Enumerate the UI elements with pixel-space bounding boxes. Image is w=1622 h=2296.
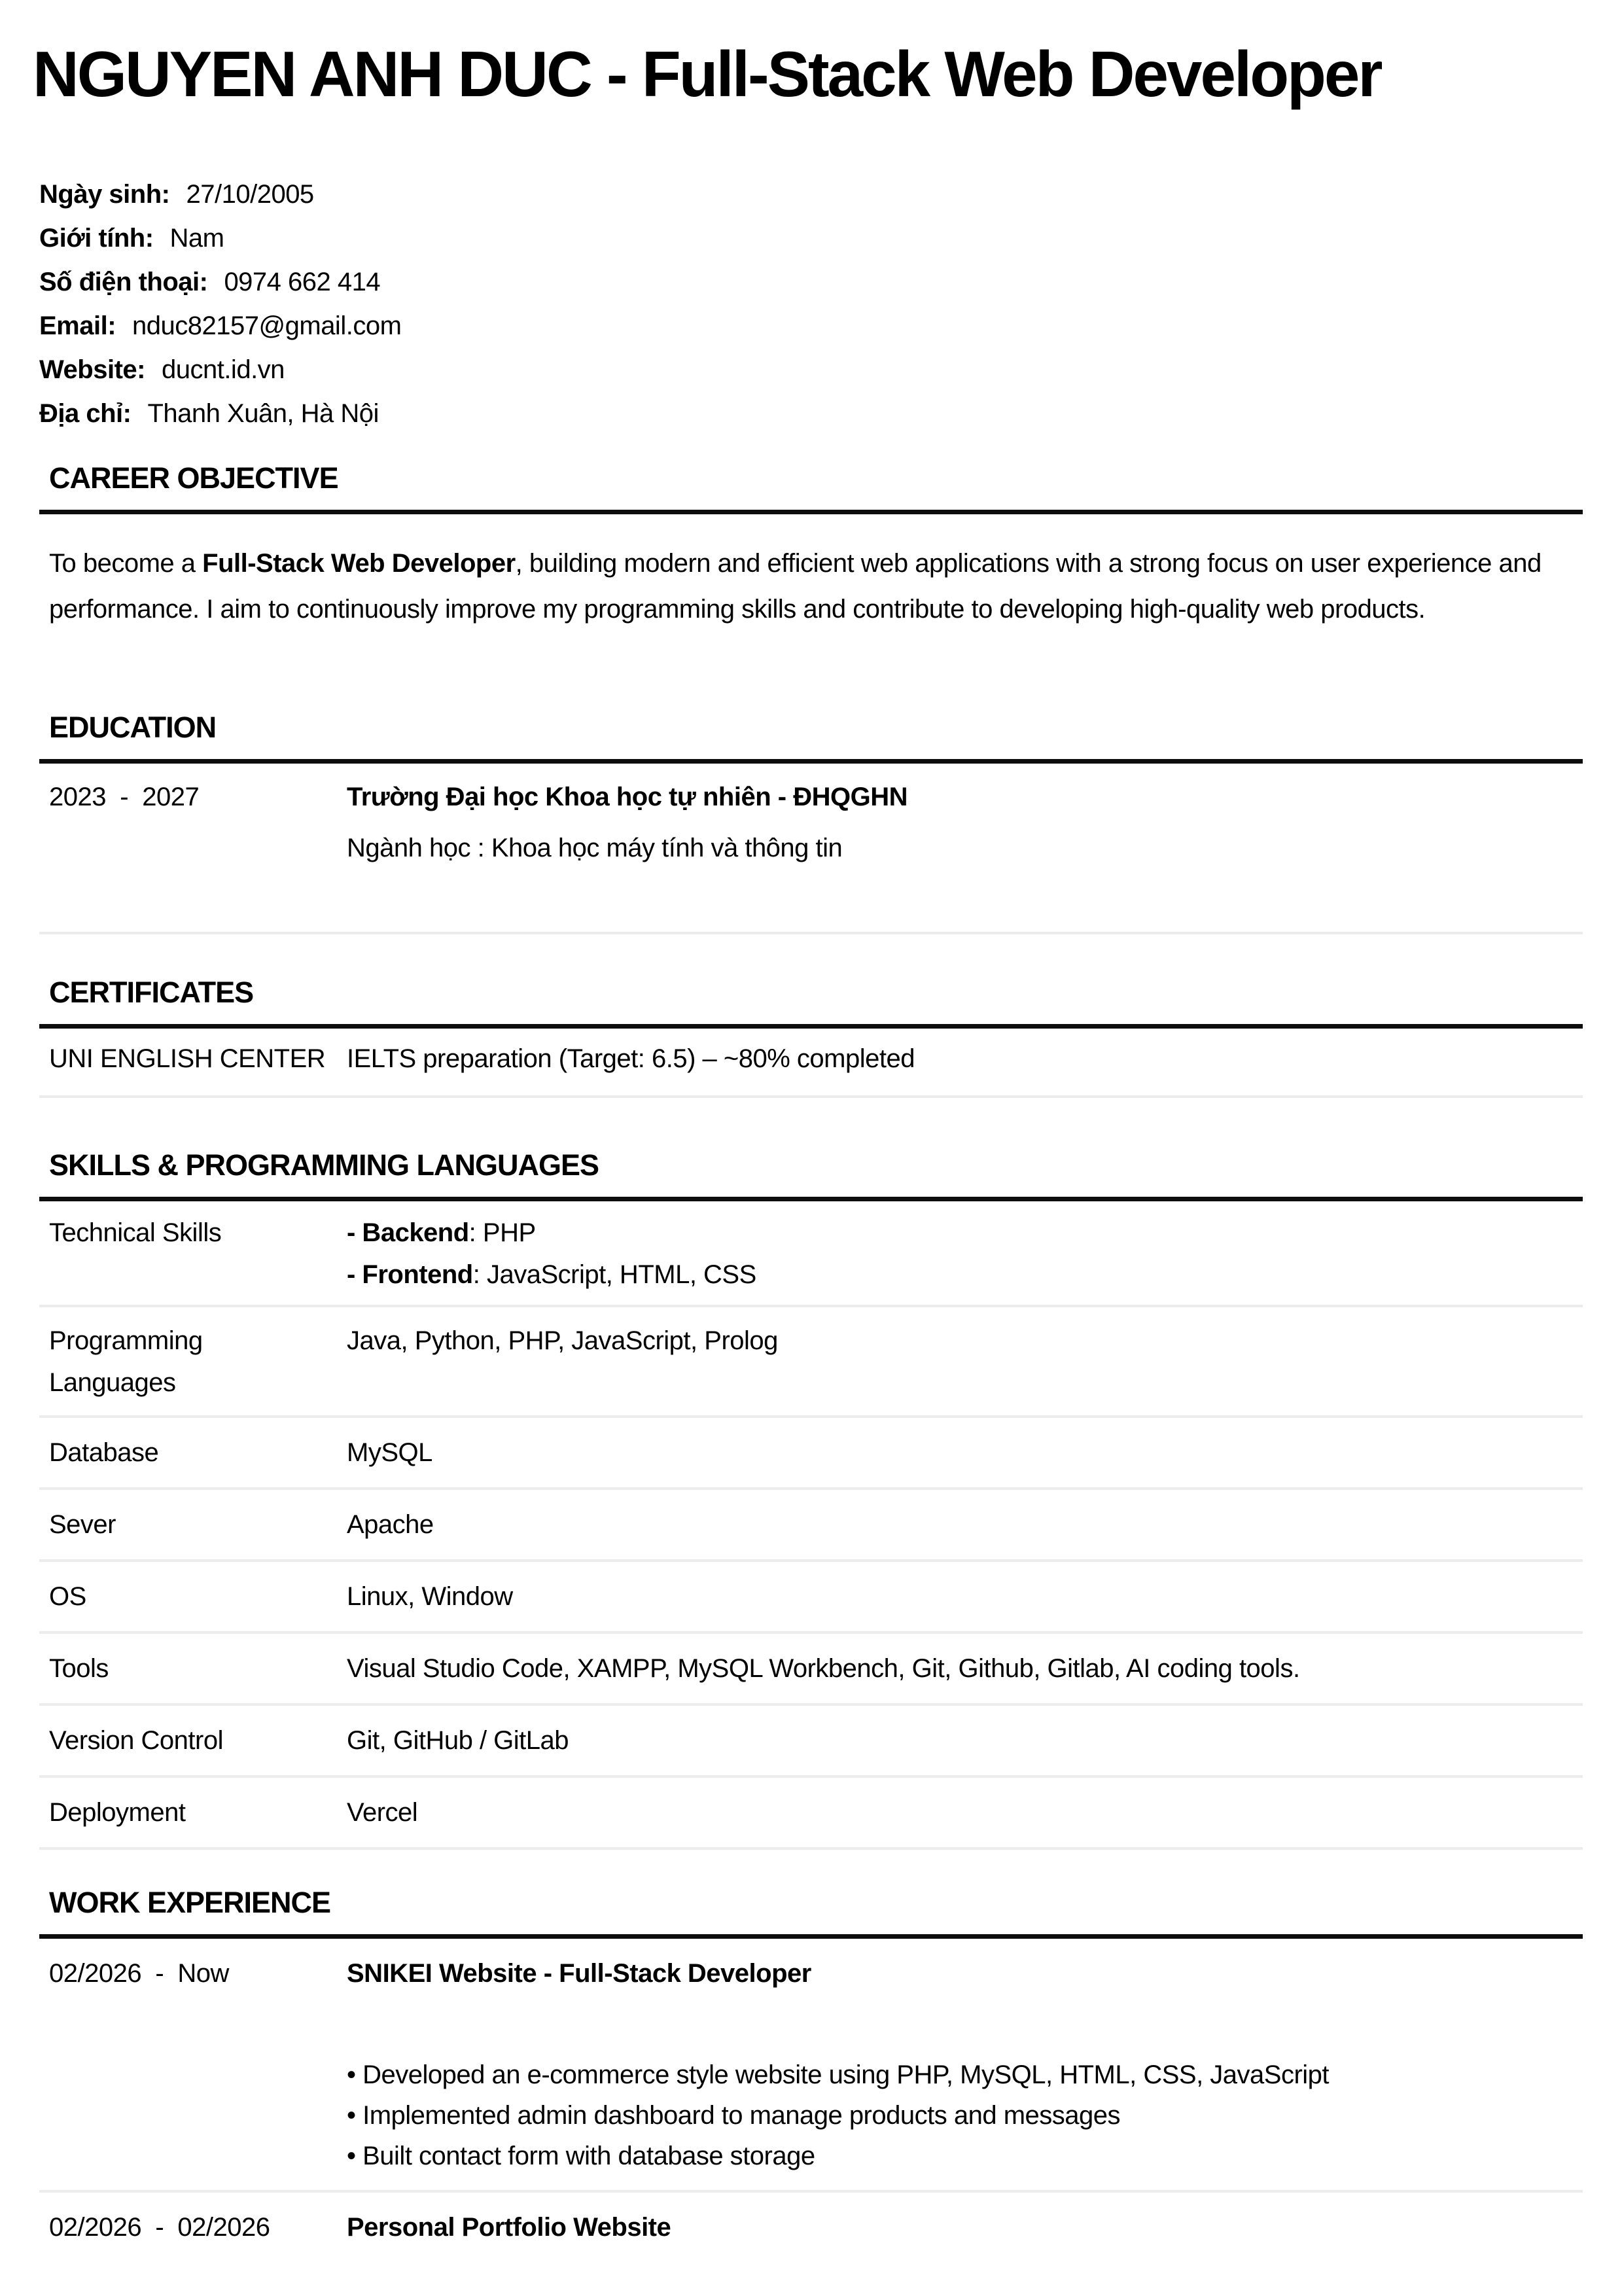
work-period: 02/2026 - Now — [49, 1958, 229, 1988]
education-major: Ngành học : Khoa học máy tính và thông tin — [347, 833, 843, 862]
section-skills — [39, 1148, 1583, 1850]
skill-value: Vercel — [347, 1797, 418, 1827]
section-certificates — [39, 976, 1583, 1098]
skill-value-text: : PHP — [468, 1218, 536, 1247]
skill-value: MySQL — [347, 1438, 432, 1467]
info-label: Email: — [39, 311, 116, 340]
section-rule — [39, 1934, 1583, 1939]
section-heading: EDUCATION — [49, 710, 217, 744]
skill-value: Apache — [347, 1510, 434, 1539]
work-bullet: • Built contact form with database storage — [347, 2141, 815, 2170]
info-row-birthdate — [39, 173, 1583, 217]
skill-value: Java, Python, PHP, JavaScript, Prolog — [347, 1326, 778, 1355]
info-value: nduc82157@gmail.com — [132, 311, 402, 340]
info-row-address — [39, 392, 1583, 436]
objective-intro: To become a — [49, 548, 203, 578]
info-row-email — [39, 304, 1583, 348]
page-title: NGUYEN ANH DUC - Full-Stack Web Developer — [33, 38, 1381, 110]
objective-highlight: Full-Stack Web Developer — [202, 548, 516, 578]
education-row — [39, 764, 1583, 934]
certificate-row — [39, 1029, 1583, 1098]
info-value: Nam — [169, 223, 224, 253]
skill-row-technical-skills — [39, 1201, 1583, 1307]
info-value: 27/10/2005 — [186, 179, 314, 209]
skill-value-text: : JavaScript, HTML, CSS — [472, 1260, 756, 1289]
skill-value — [347, 1212, 1583, 1296]
skill-label: Version Control — [49, 1725, 223, 1755]
skill-row-tools — [39, 1634, 1583, 1706]
info-value: 0974 662 414 — [224, 267, 381, 296]
skill-label: Technical Skills — [49, 1218, 222, 1247]
section-rule — [39, 510, 1583, 514]
section-heading: SKILLS & PROGRAMMING LANGUAGES — [49, 1148, 599, 1182]
personal-info-list — [39, 173, 1583, 436]
work-details — [347, 1952, 1583, 2176]
info-value: ducnt.id.vn — [161, 355, 285, 384]
section-education — [39, 711, 1583, 934]
skill-row-os — [39, 1562, 1583, 1634]
certificate-detail: IELTS preparation (Target: 6.5) – ~80% completed — [347, 1044, 915, 1073]
skill-row-version-control — [39, 1706, 1583, 1778]
section-rule — [39, 1197, 1583, 1201]
skill-label: Database — [49, 1438, 159, 1467]
work-title: Personal Portfolio Website — [347, 2212, 671, 2242]
education-period: 2023 - 2027 — [49, 782, 200, 811]
skill-value: Linux, Window — [347, 1581, 513, 1611]
skill-row-database — [39, 1418, 1583, 1490]
work-bullet: • Developed an e-commerce style website using PHP, MySQL, HTML, CSS, JavaScript — [347, 2060, 1330, 2089]
work-entry-portfolio — [39, 2193, 1583, 2274]
info-label: Ngày sinh: — [39, 179, 170, 209]
skill-value: Git, GitHub / GitLab — [347, 1725, 569, 1755]
section-heading: CERTIFICATES — [49, 975, 254, 1009]
skill-value-line — [347, 1254, 1583, 1296]
work-bullet: • Implemented admin dashboard to manage products and messages — [347, 2100, 1120, 2130]
info-value: Thanh Xuân, Hà Nội — [147, 398, 379, 428]
certificate-org: UNI ENGLISH CENTER — [49, 1044, 326, 1073]
skill-value-line — [347, 1212, 1583, 1254]
section-career-objective — [39, 461, 1583, 632]
info-label: Giới tính: — [39, 223, 154, 253]
section-heading: WORK EXPERIENCE — [49, 1885, 331, 1919]
career-objective-paragraph — [39, 540, 1583, 632]
section-rule — [39, 1024, 1583, 1029]
info-label: Địa chỉ: — [39, 398, 132, 428]
education-details — [347, 781, 1583, 864]
work-period: 02/2026 - 02/2026 — [49, 2212, 270, 2242]
skill-label: Deployment — [49, 1797, 186, 1827]
info-row-phone — [39, 260, 1583, 304]
info-label: Số điện thoại: — [39, 267, 208, 296]
objective-rest: , building modern and efficient web applications with a strong focus on user experience and performance. I aim to continuously improve my programming skills and contribute to developing high-quality web products. — [49, 548, 1542, 624]
skill-label: OS — [49, 1581, 86, 1611]
skill-label: Tools — [49, 1653, 109, 1683]
info-row-gender — [39, 217, 1583, 260]
skill-row-server — [39, 1490, 1583, 1562]
section-work-experience — [39, 1886, 1583, 2274]
skill-row-deployment — [39, 1778, 1583, 1850]
work-title: SNIKEI Website - Full-Stack Developer — [347, 1958, 811, 1988]
skill-value-bold: - Backend — [347, 1218, 469, 1247]
work-entry-snikei — [39, 1939, 1583, 2193]
skill-value-bold: - Frontend — [347, 1260, 473, 1289]
section-heading: CAREER OBJECTIVE — [49, 461, 338, 495]
education-school: Trường Đại học Khoa học tự nhiên - ĐHQGHN — [347, 782, 908, 811]
section-rule — [39, 759, 1583, 764]
skill-label: Sever — [49, 1510, 116, 1539]
info-label: Website: — [39, 355, 145, 384]
skill-value: Visual Studio Code, XAMPP, MySQL Workbench, Git, Github, Gitlab, AI coding tools. — [347, 1653, 1300, 1683]
skill-row-programming-languages — [39, 1307, 1583, 1418]
work-bullet-list — [347, 2055, 1583, 2176]
info-row-website — [39, 348, 1583, 392]
skill-label: Programming Languages — [49, 1326, 203, 1397]
work-details — [347, 2206, 1583, 2248]
